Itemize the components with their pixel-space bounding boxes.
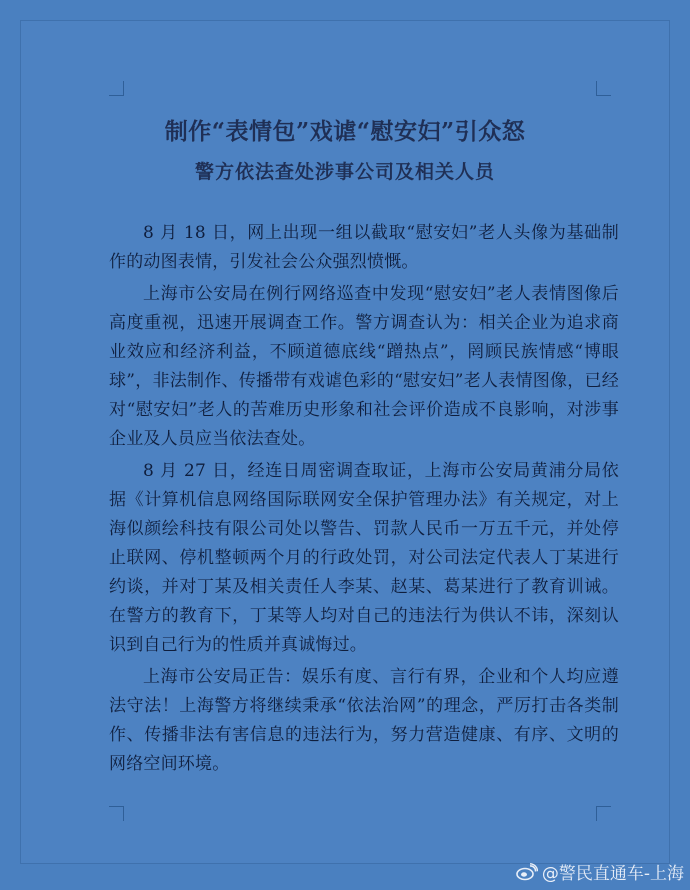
- weibo-watermark: [516, 859, 684, 884]
- crop-mark-top-left: [109, 81, 124, 96]
- paragraph-3: 8 月 27 日，经连日周密调查取证，上海市公安局黄浦分局依据《计算机信息网络国际联网安全保护管理办法》有关规定，对上海似颜绘科技有限公司处以警告、罚款人民币一万五千元，并处停止联网、停机整顿两个月的行政处罚，对公司法定代表人丁某进行约谈，并对丁某及相关责任人李某、赵某、葛某进行了教育训诫。在警方的教育下，丁某等人均对自己的违法行为供认不讳，深刻认识到自己行为的性质并真诚悔过。: [109, 461, 619, 655]
- document-title: 制作“表情包”戏谑“慰安妇”引众怒: [164, 118, 526, 145]
- document-subtitle: 警方依法查处涉事公司及相关人员: [194, 161, 495, 183]
- paragraph-1: 8 月 18 日，网上出现一组以截取“慰安妇”老人头像为基础制作的动图表情，引发社会公众强烈愤慨。: [109, 223, 619, 272]
- document-page: [20, 20, 670, 864]
- paragraph-4: 上海市公安局正告：娱乐有度、言行有界，企业和个人均应遵法守法！上海警方将继续秉承“依法治网”的理念，严厉打击各类制作、传播非法有害信息的违法行为，努力营造健康、有序、文明的网络空间环境。: [109, 667, 619, 774]
- paragraph-2: 上海市公安局在例行网络巡查中发现“慰安妇”老人表情图像后高度重视，迅速开展调查工作。警方调查认为：相关企业为追求商业效应和经济利益，不顾道德底线“蹭热点”，罔顾民族情感“博眼球”，非法制作、传播带有戏谑色彩的“慰安妇”老人表情图像，已经对“慰安妇”老人的苦难历史形象和社会评价造成不良影响，对涉事企业及人员应当依法查处。: [109, 284, 619, 449]
- watermark-text: @警民直通车-上海: [541, 864, 684, 884]
- document-body: [109, 219, 619, 782]
- crop-mark-top-right: [596, 81, 611, 96]
- weibo-icon: [516, 863, 538, 881]
- crop-mark-bottom-right: [596, 806, 611, 821]
- crop-mark-bottom-left: [109, 806, 124, 821]
